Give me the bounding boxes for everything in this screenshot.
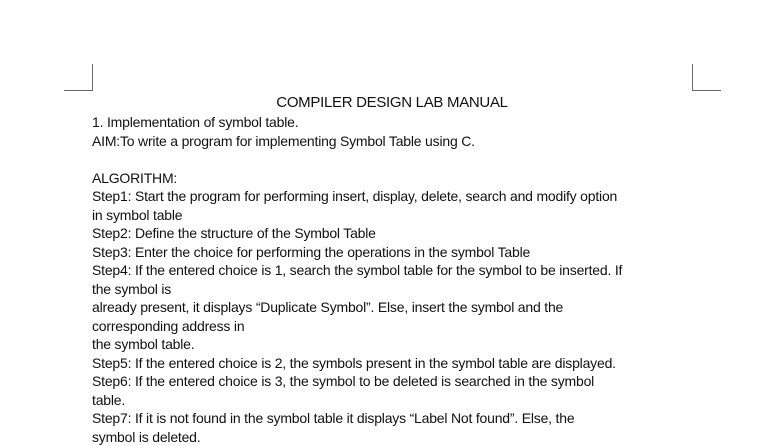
text-line: Step4: If the entered choice is 1, search the symbol table for the symbol to be inserted. If <box>92 261 692 280</box>
blank-line <box>92 150 692 169</box>
text-line: ALGORITHM: <box>92 169 692 188</box>
crop-mark-top-right <box>692 64 721 91</box>
text-line: corresponding address in <box>92 317 692 336</box>
document-title: COMPILER DESIGN LAB MANUAL <box>0 94 784 112</box>
crop-mark-top-left <box>64 64 93 91</box>
text-line: in symbol table <box>92 206 692 225</box>
text-line: table. <box>92 391 692 410</box>
text-line: Step6: If the entered choice is 3, the symbol to be deleted is searched in the symbol <box>92 372 692 391</box>
text-line: Step2: Define the structure of the Symbol Table <box>92 224 692 243</box>
text-line: Step7: If it is not found in the symbol table it displays “Label Not found”. Else, the <box>92 409 692 428</box>
text-line: Step3: Enter the choice for performing the operations in the symbol Table <box>92 243 692 262</box>
text-line: AIM:To write a program for implementing Symbol Table using C. <box>92 132 692 151</box>
text-line: already present, it displays “Duplicate Symbol”. Else, insert the symbol and the <box>92 298 692 317</box>
text-line: the symbol is <box>92 280 692 299</box>
text-line: the symbol table. <box>92 335 692 354</box>
text-line: Step1: Start the program for performing insert, display, delete, search and modify option <box>92 187 692 206</box>
document-body <box>92 113 692 446</box>
text-line: symbol is deleted. <box>92 428 692 446</box>
text-line: 1. Implementation of symbol table. <box>92 113 692 132</box>
text-line: Step5: If the entered choice is 2, the symbols present in the symbol table are displayed. <box>92 354 692 373</box>
